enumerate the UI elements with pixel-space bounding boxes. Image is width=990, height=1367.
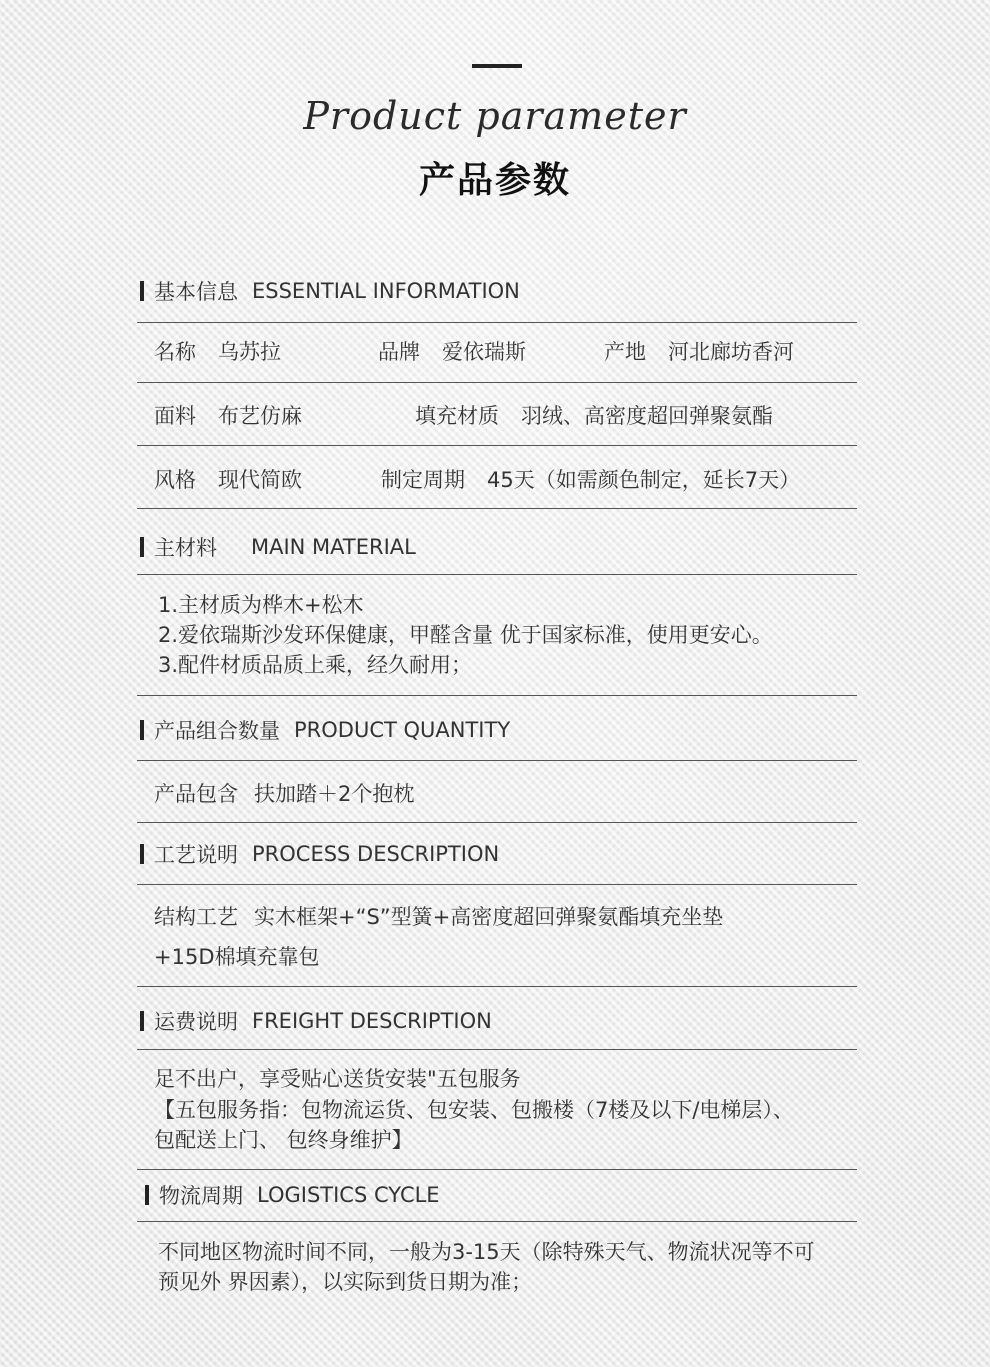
spec-label: 名称: [154, 340, 196, 364]
heading-marker: [145, 1185, 149, 1205]
script-title: Product parameter: [303, 94, 687, 138]
freight-line: 包配送上门、 包终身维护】: [154, 1128, 413, 1152]
spec-label: 面料: [154, 404, 196, 428]
heading-en: MAIN MATERIAL: [251, 535, 416, 559]
heading-cn: 工艺说明: [154, 843, 238, 867]
divider: [137, 822, 857, 823]
section-heading-material: [140, 532, 416, 562]
process-row: [154, 902, 723, 932]
section-heading-basic: [140, 276, 520, 306]
process-label: 结构工艺: [154, 905, 238, 929]
logistics-line: 不同地区物流时间不同，一般为3-15天（除特殊天气、物流状况等不可: [158, 1240, 815, 1264]
section-heading-process: [140, 839, 499, 869]
heading-cn: 运费说明: [154, 1010, 238, 1034]
heading-en: PROCESS DESCRIPTION: [252, 842, 500, 866]
heading-cn: 基本信息: [154, 280, 238, 304]
spec-style: [154, 465, 302, 495]
spec-value: 爱依瑞斯: [442, 340, 526, 364]
divider: [137, 1049, 857, 1050]
heading-marker: [140, 537, 144, 557]
heading-cn: 产品组合数量: [154, 719, 280, 743]
spec-label: 制定周期: [381, 468, 465, 492]
divider: [137, 884, 857, 885]
heading-marker: [140, 720, 144, 740]
spec-fabric: [154, 401, 302, 431]
spec-value: 布艺仿麻: [218, 404, 302, 428]
title-decoration-bar: [472, 64, 522, 68]
divider: [137, 1221, 857, 1222]
spec-brand: [378, 337, 526, 367]
page-title: 产品参数: [418, 160, 571, 201]
heading-en: LOGISTICS CYCLE: [257, 1183, 440, 1207]
divider: [137, 695, 857, 696]
material-line: 2.爱依瑞斯沙发环保健康，甲醛含量 优于国家标准，使用更安心。: [158, 623, 773, 647]
spec-label: 风格: [154, 468, 196, 492]
quantity-row: [154, 779, 414, 809]
heading-cn: 主材料: [154, 536, 217, 560]
process-value: 实木框架+“S”型簧+高密度超回弹聚氨酯填充坐垫: [254, 905, 724, 929]
quantity-value: 扶加踏＋2个抱枕: [254, 782, 415, 806]
spec-value: 45天（如需颜色制定，延长7天）: [487, 468, 801, 492]
spec-label: 填充材质: [415, 404, 499, 428]
section-heading-freight: [140, 1006, 492, 1036]
spec-origin: [604, 337, 794, 367]
material-line: 3.配件材质品质上乘，经久耐用；: [158, 653, 473, 677]
spec-cycle: [381, 465, 800, 495]
spec-label: 产地: [604, 340, 646, 364]
divider: [137, 508, 857, 509]
freight-line: 足不出户，享受贴心送货安装"五包服务: [154, 1067, 521, 1091]
spec-value: 羽绒、高密度超回弹聚氨酯: [521, 404, 773, 428]
freight-line: 【五包服务指：包物流运货、包安装、包搬楼（7楼及以下/电梯层）、: [154, 1098, 794, 1122]
divider: [137, 382, 857, 383]
divider: [137, 1169, 857, 1170]
heading-marker: [140, 1011, 144, 1031]
heading-marker: [140, 844, 144, 864]
spec-value: 乌苏拉: [218, 340, 281, 364]
divider: [137, 574, 857, 575]
logistics-line: 预见外 界因素），以实际到货日期为准；: [158, 1270, 533, 1294]
divider: [137, 760, 857, 761]
heading-en: PRODUCT QUANTITY: [294, 718, 511, 742]
spec-filling: [415, 401, 773, 431]
spec-value: 现代简欧: [218, 468, 302, 492]
spec-value: 河北廊坊香河: [668, 340, 794, 364]
heading-cn: 物流周期: [159, 1184, 243, 1208]
heading-marker: [140, 281, 144, 301]
divider: [137, 322, 857, 323]
spec-label: 品牌: [378, 340, 420, 364]
heading-en: FREIGHT DESCRIPTION: [252, 1009, 492, 1033]
material-line: 1.主材质为桦木+松木: [158, 593, 364, 617]
process-value-line2: +15D棉填充靠包: [154, 945, 320, 969]
divider: [137, 986, 857, 987]
divider: [137, 445, 857, 446]
heading-en: ESSENTIAL INFORMATION: [252, 279, 520, 303]
section-heading-quantity: [140, 715, 510, 745]
quantity-label: 产品包含: [154, 782, 238, 806]
spec-name: [154, 337, 281, 367]
section-heading-logistics: [145, 1180, 440, 1210]
